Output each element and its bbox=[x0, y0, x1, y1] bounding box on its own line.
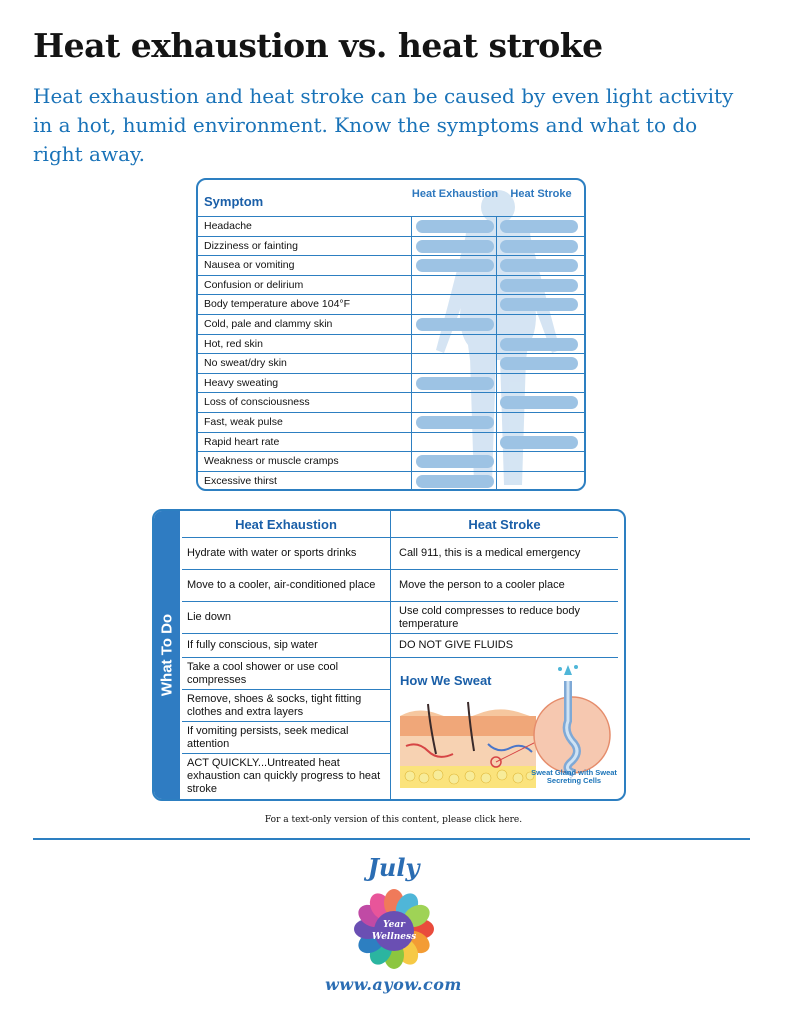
stroke-action: Call 911, this is a medical emergency bbox=[391, 537, 618, 569]
symptom-label: Excessive thirst bbox=[204, 474, 277, 487]
symptom-row bbox=[198, 412, 584, 432]
stroke-indicator bbox=[500, 259, 578, 272]
what-to-do-label: What To Do bbox=[158, 613, 176, 697]
exhaustion-indicator bbox=[416, 240, 494, 253]
skin-cross-section-illustration bbox=[398, 696, 538, 791]
symptom-label: Weakness or muscle cramps bbox=[204, 455, 339, 468]
exhaustion-indicator bbox=[416, 416, 494, 429]
stroke-action: DO NOT GIVE FLUIDS bbox=[391, 633, 618, 657]
symptom-row bbox=[198, 432, 584, 452]
exhaustion-indicator bbox=[416, 259, 494, 272]
exhaustion-action: If fully conscious, sip water bbox=[182, 633, 390, 657]
exhaustion-indicator bbox=[416, 475, 494, 488]
symptom-column-header: Symptom bbox=[204, 194, 264, 209]
exhaustion-action: If vomiting persists, seek medical attention bbox=[182, 721, 390, 753]
symptom-row bbox=[198, 392, 584, 412]
stroke-indicator bbox=[500, 240, 578, 253]
stroke-indicator bbox=[500, 357, 578, 370]
month-label: July bbox=[367, 853, 420, 882]
symptom-row bbox=[198, 255, 584, 275]
symptom-row bbox=[198, 451, 584, 471]
stroke-indicator bbox=[500, 396, 578, 409]
stroke-indicator bbox=[500, 279, 578, 292]
exhaustion-action: Hydrate with water or sports drinks bbox=[182, 537, 390, 569]
symptom-label: Body temperature above 104°F bbox=[204, 298, 351, 311]
symptom-label: Dizziness or fainting bbox=[204, 239, 298, 252]
website-link[interactable]: www.ayow.com bbox=[325, 975, 462, 994]
exhaustion-action: Remove, shoes & socks, tight fitting clothes and extra layers bbox=[182, 689, 390, 721]
exhaustion-indicator bbox=[416, 377, 494, 390]
what-to-do-table bbox=[152, 509, 626, 801]
stroke-indicator bbox=[500, 338, 578, 351]
exhaustion-column-header: Heat Exhaustion bbox=[411, 188, 499, 200]
exhaustion-indicator bbox=[416, 455, 494, 468]
text-only-version-link[interactable]: For a text-only version of this content, please click here. bbox=[264, 815, 523, 825]
symptom-row bbox=[198, 275, 584, 295]
stroke-indicator bbox=[500, 436, 578, 449]
symptom-table bbox=[196, 178, 586, 491]
symptom-label: Hot, red skin bbox=[204, 337, 263, 350]
exhaustion-indicator bbox=[416, 318, 494, 331]
stroke-action: Use cold compresses to reduce body temperature bbox=[391, 601, 618, 633]
symptom-label: Nausea or vomiting bbox=[204, 259, 295, 272]
exhaustion-actions-header: Heat Exhaustion bbox=[235, 517, 337, 532]
symptom-label: Confusion or delirium bbox=[204, 278, 304, 291]
stroke-action: Move the person to a cooler place bbox=[391, 569, 618, 601]
symptom-row bbox=[198, 353, 584, 373]
stroke-indicator bbox=[500, 220, 578, 233]
page-subtitle: Heat exhaustion and heat stroke can be caused by even light activity in a hot, humid environment. Know the symptoms and what to do right away. bbox=[33, 84, 734, 166]
exhaustion-action: Lie down bbox=[182, 601, 390, 633]
symptom-row bbox=[198, 314, 584, 334]
symptom-label: Fast, weak pulse bbox=[204, 415, 283, 428]
symptom-row bbox=[198, 334, 584, 354]
symptom-label: No sweat/dry skin bbox=[204, 357, 287, 370]
symptom-row bbox=[198, 294, 584, 314]
svg-text:Wellness: Wellness bbox=[371, 932, 417, 942]
stroke-column-header: Heat Stroke bbox=[510, 188, 572, 200]
symptom-label: Heavy sweating bbox=[204, 376, 279, 389]
symptom-table-header bbox=[198, 180, 584, 216]
how-we-sweat-title: How We Sweat bbox=[400, 673, 492, 688]
symptom-row bbox=[198, 216, 584, 236]
divider bbox=[391, 657, 618, 658]
symptom-label: Rapid heart rate bbox=[204, 435, 280, 448]
stroke-indicator bbox=[500, 298, 578, 311]
divider bbox=[33, 838, 750, 840]
exhaustion-action: ACT QUICKLY...Untreated heat exhaustion can quickly progress to heat stroke bbox=[182, 753, 390, 799]
exhaustion-action: Take a cool shower or use cool compresses bbox=[182, 657, 390, 689]
symptom-label: Cold, pale and clammy skin bbox=[204, 317, 333, 330]
symptom-row bbox=[198, 236, 584, 256]
sweat-gland-illustration bbox=[532, 661, 612, 781]
symptom-rows bbox=[198, 216, 584, 490]
symptom-row bbox=[198, 373, 584, 393]
symptom-label: Loss of consciousness bbox=[204, 396, 310, 409]
symptom-label: Headache bbox=[204, 220, 252, 232]
year-of-wellness-logo bbox=[352, 887, 436, 971]
symptom-row bbox=[198, 471, 584, 491]
stroke-actions-header: Heat Stroke bbox=[468, 517, 541, 532]
page-title: Heat exhaustion vs. heat stroke bbox=[33, 26, 603, 65]
exhaustion-action: Move to a cooler, air-conditioned place bbox=[182, 569, 390, 601]
svg-text:Year: Year bbox=[383, 920, 405, 930]
exhaustion-indicator bbox=[416, 220, 494, 233]
what-to-do-side-label bbox=[154, 511, 180, 799]
sweat-gland-caption: Sweat Gland with Sweat Secreting Cells bbox=[531, 768, 617, 785]
